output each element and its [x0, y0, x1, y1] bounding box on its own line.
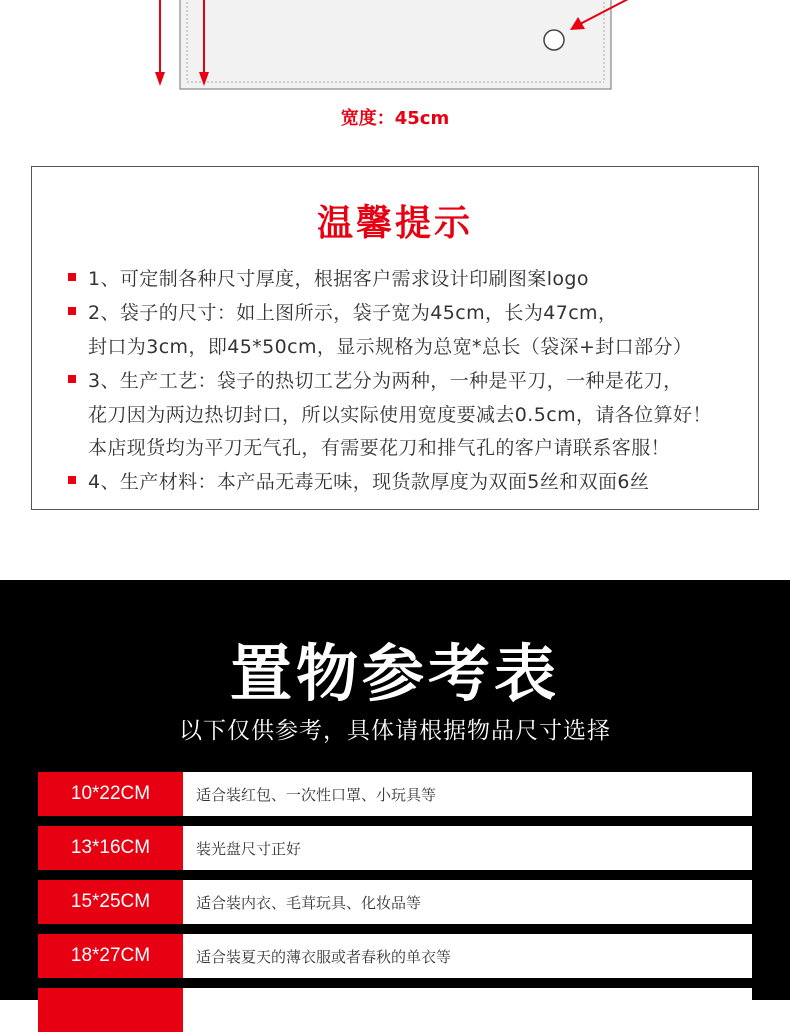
bullet-icon — [68, 307, 76, 315]
tips-title: 温馨提示 — [316, 203, 473, 244]
tips-box — [31, 166, 759, 510]
description-cell: 适合装红包、一次性口罩、小玩具等 — [183, 772, 752, 816]
size-cell: 13*16CM — [38, 826, 183, 870]
description-cell: 适合装夏天的薄衣服或者春秋的单衣等 — [183, 934, 752, 978]
arrow-down-icon — [155, 72, 165, 86]
size-cell: 18*27CM — [38, 934, 183, 978]
tip-line-3-cont-2: 本店现货均为平刀无气孔，有需要花刀和排气孔的客户请联系客服！ — [88, 437, 671, 459]
reference-section — [0, 580, 790, 1000]
description-cell: 适合装内衣、毛茸玩具、化妆品等 — [183, 880, 752, 924]
bullet-icon — [68, 375, 76, 383]
bag-diagram — [0, 0, 790, 150]
bullet-icon — [68, 476, 76, 484]
reference-row — [38, 880, 752, 924]
tip-line-2-cont: 封口为3cm，即45*50cm，显示规格为总宽*总长（袋深+封口部分） — [88, 336, 693, 358]
reference-row — [38, 772, 752, 816]
tip-line-3: 3、生产工艺：袋子的热切工艺分为两种，一种是平刀，一种是花刀， — [88, 370, 683, 392]
tip-line-3-cont-1: 花刀因为两边热切封口，所以实际使用宽度要减去0.5cm，请各位算好！ — [88, 404, 712, 426]
reference-row — [38, 826, 752, 870]
reference-row-partial — [38, 988, 752, 1032]
size-cell — [38, 988, 183, 1032]
width-label: 宽度：45cm — [340, 108, 450, 129]
description-cell — [183, 988, 752, 1032]
size-cell: 15*25CM — [38, 880, 183, 924]
tip-line-2: 2、袋子的尺寸：如上图所示，袋子宽为45cm，长为47cm， — [88, 302, 618, 324]
size-cell: 10*22CM — [38, 772, 183, 816]
reference-row — [38, 934, 752, 978]
description-cell: 装光盘尺寸正好 — [183, 826, 752, 870]
reference-title: 置物参考表 — [229, 637, 560, 710]
vent-hole-icon — [544, 30, 564, 50]
tip-line-4: 4、生产材料：本产品无毒无味，现货款厚度为双面5丝和双面6丝 — [88, 471, 650, 493]
bullet-icon — [68, 273, 76, 281]
tip-line-1: 1、可定制各种尺寸厚度，根据客户需求设计印刷图案logo — [88, 268, 589, 290]
reference-subtitle: 以下仅供参考，具体请根据物品尺寸选择 — [179, 718, 611, 744]
